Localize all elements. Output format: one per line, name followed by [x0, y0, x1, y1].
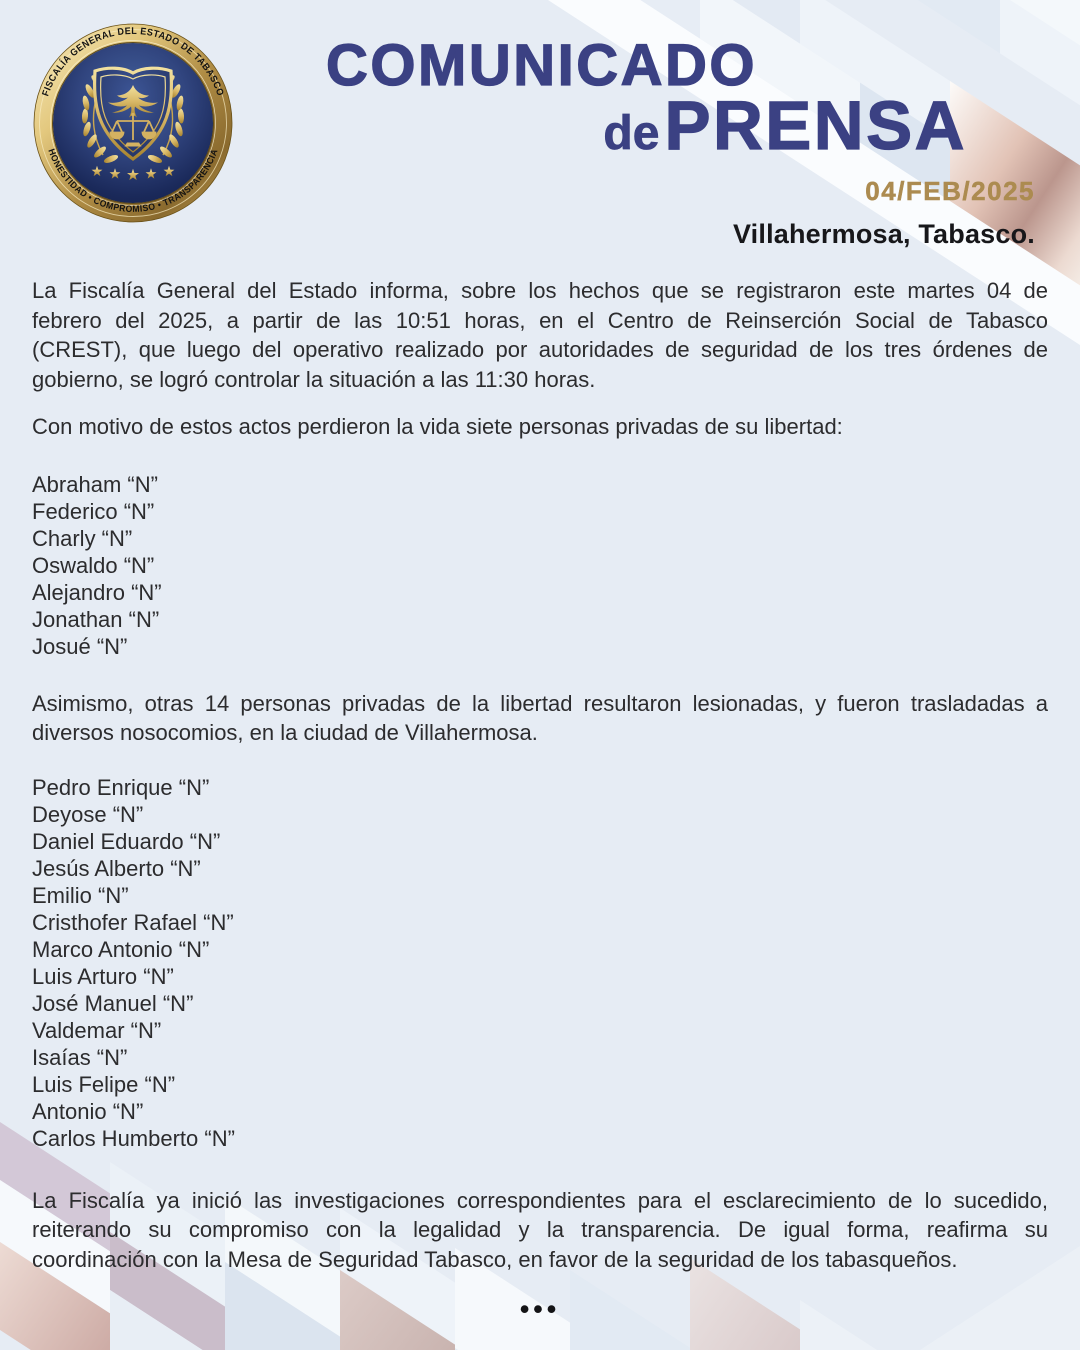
injured-name-item: Deyose “N”	[32, 801, 144, 827]
injured-name-item: Carlos Humberto “N”	[32, 1125, 235, 1151]
fiscalia-seal-logo	[33, 23, 233, 223]
paragraph-line: diversos nosocomios, en la ciudad de Villahermosa.	[32, 720, 538, 745]
dateline-location: Villahermosa, Tabasco.	[732, 219, 1035, 249]
press-release-body	[32, 270, 1048, 1325]
end-of-release-mark: •••	[519, 1294, 561, 1324]
injured-name-item: Isaías “N”	[32, 1044, 128, 1070]
title-line-comunicado: COMUNICADO	[326, 33, 757, 98]
paragraph-line: Con motivo de estos actos perdieron la vida siete personas privadas de su libertad:	[32, 414, 843, 439]
injured-paragraph	[32, 689, 1048, 748]
deceased-intro	[32, 412, 1048, 442]
seal-ring-text-bottom: HONESTIDAD • COMPROMISO • TRANSPARENCIA	[46, 146, 220, 215]
injured-name-item: Luis Felipe “N”	[32, 1071, 176, 1097]
injured-name-item: José Manuel “N”	[32, 990, 194, 1016]
injured-name-item: Daniel Eduardo “N”	[32, 828, 221, 854]
title-line-de-prensa	[603, 87, 967, 164]
injured-name-item: Emilio “N”	[32, 882, 129, 908]
injured-name-item: Cristhofer Rafael “N”	[32, 909, 234, 935]
deceased-list	[32, 471, 1048, 660]
title-prensa: PRENSA	[664, 87, 967, 164]
paragraph-line: coordinación con la Mesa de Seguridad Tabasco, en favor de la seguridad de los tabasqueños.	[32, 1246, 958, 1272]
deceased-name-item: Josué “N”	[32, 633, 128, 659]
release-date: 04/FEB/2025	[865, 176, 1035, 206]
paragraph-line: (CREST), que luego del operativo realizado por autoridades de seguridad de los tres órdenes de	[32, 337, 1048, 362]
paragraph-line: gobierno, se logró controlar la situación a las 11:30 horas.	[32, 366, 596, 392]
seal-ring-text-top: FISCALÍA GENERAL DEL ESTADO DE TABASCO	[40, 25, 226, 99]
paragraph-line: febrero del 2025, a partir de las 10:51 horas, en el Centro de Reinserción Social de Tabasco	[32, 307, 1048, 333]
injured-name-item: Pedro Enrique “N”	[32, 774, 210, 800]
paragraph-line: La Fiscalía General del Estado informa, sobre los hechos que se registraron este martes 04 de	[32, 278, 1048, 303]
injured-name-item: Valdemar “N”	[32, 1017, 162, 1043]
injured-name-item: Luis Arturo “N”	[32, 963, 174, 989]
intro-paragraph	[32, 276, 1048, 394]
deceased-name-item: Charly “N”	[32, 525, 133, 551]
deceased-name-item: Federico “N”	[32, 498, 155, 524]
deceased-name-item: Jonathan “N”	[32, 606, 160, 632]
paragraph-line: La Fiscalía ya inició las investigaciones correspondientes para el esclarecimiento de lo sucedido,	[32, 1187, 1048, 1213]
paragraph-line: reiterando su compromiso con la legalidad y la transparencia. De igual forma, reafirma su	[32, 1217, 1048, 1242]
deceased-name-item: Oswaldo “N”	[32, 552, 155, 578]
deceased-name-item: Abraham “N”	[32, 471, 158, 497]
closing-paragraph	[32, 1186, 1048, 1275]
injured-list	[32, 774, 1048, 1152]
injured-name-item: Antonio “N”	[32, 1098, 144, 1124]
paragraph-line: Asimismo, otras 14 personas privadas de la libertad resultaron lesionadas, y fueron trasladadas a	[32, 690, 1048, 716]
deceased-name-item: Alejandro “N”	[32, 579, 162, 605]
injured-name-item: Marco Antonio “N”	[32, 936, 210, 962]
title-de: de	[603, 107, 660, 160]
injured-name-item: Jesús Alberto “N”	[32, 855, 201, 881]
